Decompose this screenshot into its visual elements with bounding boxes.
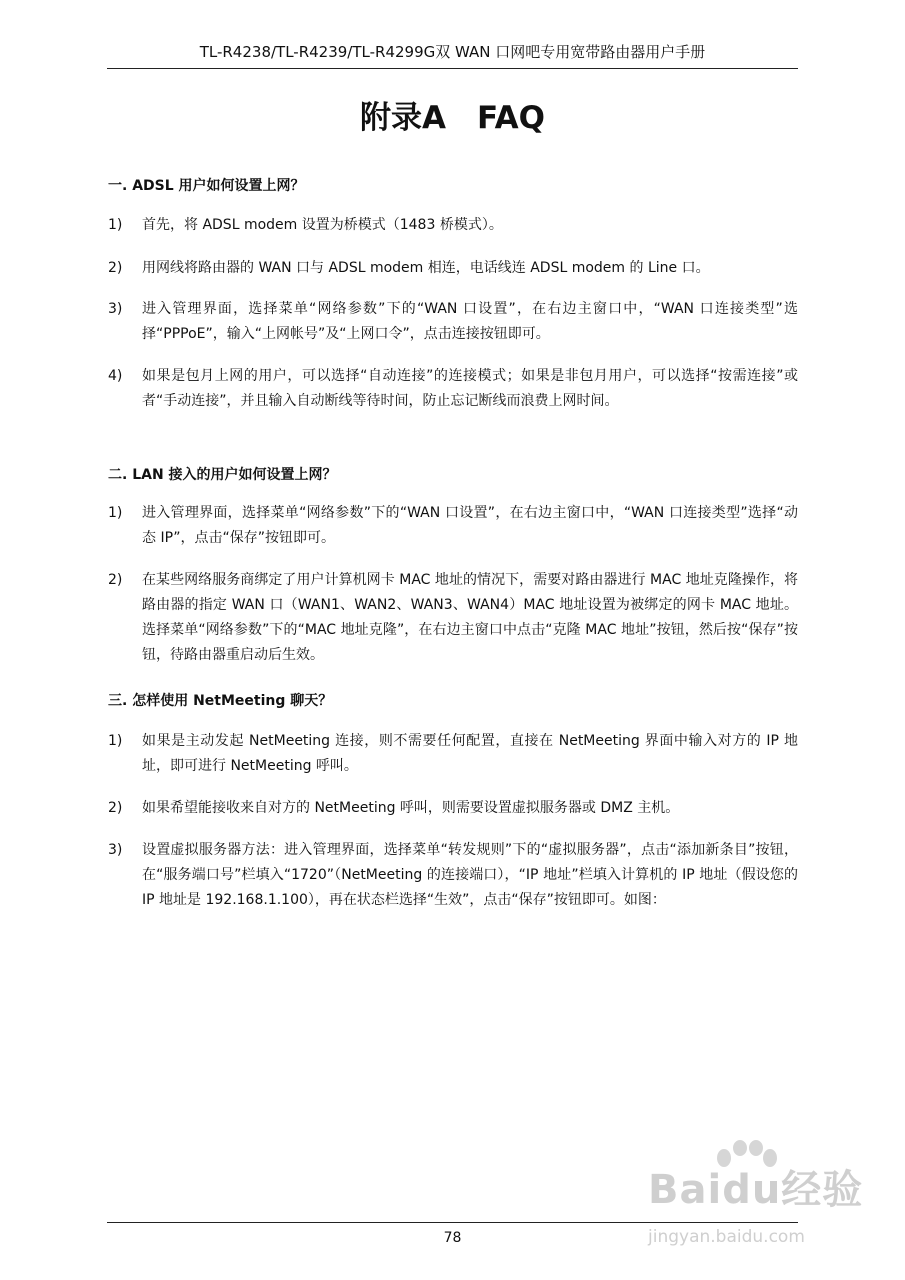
item-text: 在某些网络服务商绑定了用户计算机网卡 MAC 地址的情况下，需要对路由器进行 MAC 地址克隆操作，将路由器的指定 WAN 口（WAN1、WAN2、WAN3、WAN4）MAC 地址设置为被绑定的网卡 MAC 地址。选择菜单“网络参数”下的“MAC 地址克隆”，在右边主窗口中点击“克隆 MAC 地址”按钮，然后按“保存”按钮，待路由器重启动后生效。: [142, 572, 798, 663]
footer-divider: [107, 1222, 798, 1223]
item-number: 3): [108, 842, 123, 858]
item-text: 如果是主动发起 NetMeeting 连接，则不需要任何配置，直接在 NetMeeting 界面中输入对方的 IP 地址，即可进行 NetMeeting 呼叫。: [142, 733, 798, 774]
list-item: [108, 364, 798, 414]
watermark-brand: Baidu经验: [648, 1167, 864, 1213]
list-item: [108, 213, 798, 238]
item-text: 设置虚拟服务器方法：进入管理界面，选择菜单“转发规则”下的“虚拟服务器”，点击“添加新条目”按钮，在“服务端口号”栏填入“1720”（NetMeeting 的连接端口），“IP 地址”栏填入计算机的 IP 地址（假设您的 IP 地址是 192.168.1.100），再在状态栏选择“生效”，点击“保存”按钮即可。如图：: [142, 842, 798, 908]
section-heading-lan: 二. LAN 接入的用户如何设置上网？: [108, 467, 337, 483]
page-title: 附录A FAQ: [360, 100, 545, 136]
item-text: 进入管理界面，选择菜单“网络参数”下的“WAN 口设置”，在右边主窗口中，“WAN 口连接类型”选择“动态 IP”，点击“保存”按钮即可。: [142, 505, 798, 546]
section-heading-adsl: 一. ADSL 用户如何设置上网？: [108, 178, 305, 194]
list-item: [108, 501, 798, 551]
list-item: [108, 729, 798, 779]
page-number: 78: [443, 1230, 462, 1246]
list-item: [108, 297, 798, 347]
item-text: 用网线将路由器的 WAN 口与 ADSL modem 相连，电话线连 ADSL modem 的 Line 口。: [142, 260, 710, 276]
item-number: 4): [108, 368, 123, 384]
running-header: TL-R4238/TL-R4239/TL-R4299G双 WAN 口网吧专用宽带路由器用户手册: [199, 43, 706, 61]
item-number: 1): [108, 217, 123, 233]
item-number: 2): [108, 572, 123, 588]
list-item: [108, 838, 798, 913]
item-number: 1): [108, 505, 123, 521]
watermark-url: jingyan.baidu.com: [648, 1227, 805, 1247]
item-number: 2): [108, 260, 123, 276]
item-text: 如果是包月上网的用户，可以选择“自动连接”的连接模式；如果是非包月用户，可以选择“按需连接”或者“手动连接”，并且输入自动断线等待时间，防止忘记断线而浪费上网时间。: [142, 368, 798, 409]
section-heading-netmeeting: 三. 怎样使用 NetMeeting 聊天？: [108, 693, 333, 709]
item-number: 3): [108, 301, 123, 317]
header-divider: [107, 68, 798, 69]
item-number: 1): [108, 733, 123, 749]
item-text: 如果希望能接收来自对方的 NetMeeting 呼叫，则需要设置虚拟服务器或 DMZ 主机。: [142, 800, 680, 816]
list-item: [108, 568, 798, 668]
item-text: 进入管理界面，选择菜单“网络参数”下的“WAN 口设置”，在右边主窗口中，“WAN 口连接类型”选择“PPPoE”，输入“上网帐号”及“上网口令”，点击连接按钮即可。: [142, 301, 798, 342]
item-number: 2): [108, 800, 123, 816]
list-item: [108, 796, 798, 821]
item-text: 首先，将 ADSL modem 设置为桥模式（1483 桥模式）。: [142, 217, 503, 233]
list-item: [108, 256, 798, 281]
